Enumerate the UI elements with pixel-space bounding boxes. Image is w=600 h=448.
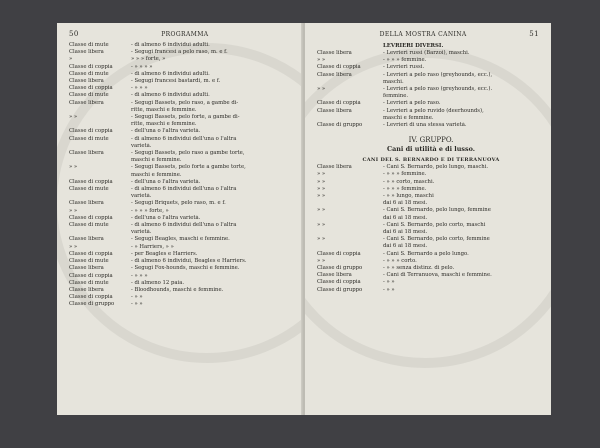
class-description: - » » senza distinz. di pelo. — [383, 265, 455, 272]
class-description: - » » » » — [131, 63, 153, 70]
class-name: » » — [317, 185, 326, 192]
class-row — [69, 265, 297, 272]
class-row — [69, 179, 297, 186]
class-description: - Cani S. Bernardo a pelo lungo. — [383, 250, 469, 257]
class-description: maschi e femmine. — [383, 114, 434, 121]
left-page — [57, 23, 303, 415]
class-description: - di almeno 6 individui adulti. — [131, 42, 210, 48]
class-row — [69, 114, 297, 121]
class-description: varietà. — [131, 142, 152, 149]
class-description: - » » — [383, 286, 395, 293]
class-row — [317, 93, 545, 100]
class-name — [69, 172, 131, 179]
class-name — [69, 121, 131, 128]
class-name — [317, 229, 383, 236]
class-name — [317, 79, 383, 86]
class-name: Classe di gruppo — [317, 265, 363, 272]
class-description: - Bloodhounds, maschi e femmine. — [131, 286, 224, 293]
class-description: varietà. — [131, 229, 152, 236]
class-description: - di almeno 6 individui adulti. — [131, 70, 210, 77]
class-row — [69, 71, 297, 78]
class-row — [69, 78, 297, 85]
class-description: - Levrieri russi (Barzoi), maschi. — [383, 50, 470, 56]
class-description: varietà. — [131, 193, 152, 200]
class-description: - » » » femmine. — [383, 185, 427, 192]
class-name — [69, 229, 131, 236]
class-description: - » » — [383, 279, 395, 286]
class-row — [69, 128, 297, 135]
class-name: Classe di gruppo — [317, 286, 363, 293]
class-name — [69, 143, 131, 150]
class-description: - » » » corto. — [383, 257, 417, 264]
right-page — [305, 23, 551, 415]
left-page-class-list — [69, 42, 297, 309]
class-description: femmine. — [383, 93, 409, 100]
class-description: - per Beagles e Harriers. — [131, 250, 198, 257]
class-row — [69, 150, 297, 157]
class-row — [69, 49, 297, 56]
class-row — [317, 171, 545, 178]
class-description: - » » » femmine. — [383, 57, 427, 64]
class-row — [69, 42, 297, 49]
class-name: Classe di coppia — [317, 250, 361, 257]
class-name: Classe libera — [317, 71, 352, 78]
class-description: - » » » — [131, 85, 148, 92]
class-row — [69, 229, 297, 236]
class-name: » » — [69, 207, 78, 214]
class-description: - dell'una o l'altra varietà. — [131, 178, 201, 185]
class-row — [317, 265, 545, 272]
class-name: » » — [69, 243, 78, 250]
class-row — [69, 208, 297, 215]
class-name: Classe di mute — [69, 42, 109, 48]
class-description: - di almeno 12 paia. — [131, 279, 185, 286]
class-name: » » — [317, 57, 326, 64]
class-row — [69, 107, 297, 114]
section-heading-row — [317, 42, 545, 50]
class-description: - » » lungo, maschi — [383, 193, 434, 200]
class-row — [317, 229, 545, 236]
class-name: Classe libera — [69, 236, 104, 243]
class-description: maschi e femmine. — [131, 157, 182, 164]
class-name: Classe di gruppo — [69, 301, 115, 308]
class-description: - Cani S. Bernardo, pelo corto, maschi — [383, 221, 486, 228]
class-row — [69, 222, 297, 229]
running-title: PROGRAMMA — [161, 30, 209, 38]
class-row — [317, 279, 545, 286]
class-row — [317, 215, 545, 222]
class-description: - Segugi Bassets, pelo raso, a gambe di- — [131, 99, 239, 106]
class-row — [69, 100, 297, 107]
class-row — [317, 258, 545, 265]
class-description: - Levrieri a pelo raso (greyhounds, ecc.). — [383, 86, 493, 93]
class-description: - Levrieri a pelo raso. — [383, 100, 441, 107]
class-description: - » » » forte, » — [131, 207, 169, 214]
class-row — [69, 143, 297, 150]
class-row — [69, 251, 297, 258]
class-row — [317, 272, 545, 279]
class-row — [317, 86, 545, 93]
class-name: Classe di coppia — [317, 64, 361, 71]
class-row — [317, 122, 545, 129]
class-row — [317, 115, 545, 122]
class-description: ritte, maschi e femmine. — [131, 121, 197, 128]
class-description: - Levrieri a pelo raso (greyhounds, ecc.), — [383, 71, 493, 78]
class-name: » » — [317, 207, 326, 214]
class-row — [317, 57, 545, 64]
class-name: Classe di coppia — [317, 100, 361, 107]
class-row — [69, 172, 297, 179]
right-page-content — [317, 42, 545, 294]
class-name: Classe libera — [69, 200, 104, 207]
class-description: - di almeno 6 individui dell'una o l'altra — [131, 186, 237, 193]
class-description: - Segugi francesi a pelo raso, m. e f. — [131, 49, 228, 56]
open-book — [57, 23, 551, 415]
class-name: Classe di mute — [69, 258, 109, 265]
class-row — [69, 136, 297, 143]
class-row — [69, 56, 297, 63]
class-name: » » — [317, 178, 326, 185]
class-row — [69, 85, 297, 92]
class-row — [317, 222, 545, 229]
class-description: - » » corto, maschi. — [383, 178, 435, 185]
class-row — [69, 287, 297, 294]
class-name: Classe libera — [69, 286, 104, 293]
class-description: - Levrieri a pelo ruvido (deerhounds), — [383, 107, 484, 114]
class-description: maschi. — [383, 78, 404, 85]
class-name: Classe di gruppo — [317, 122, 363, 129]
class-name — [317, 243, 383, 250]
class-description: - » » » — [131, 272, 148, 279]
class-row — [317, 287, 545, 294]
bernardo-class-list — [317, 164, 545, 294]
class-row — [317, 186, 545, 193]
class-description: - dell'una o l'altra varietà. — [131, 214, 201, 221]
class-name: Classe di mute — [69, 279, 109, 286]
class-description: - Segugi Fox-hounds, maschi e femmine. — [131, 265, 240, 272]
class-name: Classe di mute — [69, 92, 109, 99]
class-name: Classe libera — [317, 272, 352, 279]
group-subtitle: Cani di utilità e di lusso. — [387, 145, 475, 154]
class-row — [69, 164, 297, 171]
class-description: - Segugi Bassets, pelo forte, a gambe di- — [131, 114, 240, 121]
class-name: » » — [317, 86, 326, 93]
class-description: dai 6 ai 18 mesi. — [383, 200, 428, 207]
class-name: Classe libera — [317, 50, 352, 56]
class-description: - dell'una o l'altra varietà. — [131, 128, 201, 135]
class-name: Classe di coppia — [69, 63, 113, 70]
class-name: » — [69, 56, 73, 63]
class-description: - di almeno 6 individui dell'una o l'altra — [131, 135, 237, 142]
class-name: Classe libera — [69, 78, 104, 85]
class-row — [69, 186, 297, 193]
class-description: - di almeno 6 individui adulti. — [131, 92, 210, 99]
class-description: - » » » femmine. — [383, 171, 427, 178]
class-name: Classe di mute — [69, 135, 109, 142]
right-page-header — [317, 29, 539, 39]
class-row — [69, 92, 297, 99]
class-name: » » — [69, 114, 78, 121]
class-row — [69, 280, 297, 287]
class-row — [317, 64, 545, 71]
class-name: Classe di coppia — [69, 128, 113, 135]
class-name — [317, 93, 383, 100]
class-description: - Segugi Bassets, pelo forte a gambe torte, — [131, 164, 246, 171]
class-description: dai 6 ai 18 mesi. — [383, 243, 428, 250]
class-name: » » — [317, 193, 326, 200]
running-title: DELLA MOSTRA CANINA — [379, 30, 467, 38]
class-name: » » — [317, 171, 326, 178]
class-name: Classe libera — [69, 99, 104, 106]
class-row — [317, 108, 545, 115]
class-description: - Levrieri russi. — [383, 64, 425, 71]
class-name — [69, 107, 131, 114]
class-description: ritte, maschi e femmine. — [131, 106, 197, 113]
class-row — [317, 193, 545, 200]
class-row — [317, 50, 545, 57]
class-name: » » — [317, 236, 326, 243]
class-name: Classe libera — [317, 107, 352, 114]
class-description: - Segugi Beagles, maschi e femmine. — [131, 236, 230, 243]
class-row — [69, 236, 297, 243]
class-description: - Segugi Briquets, pelo raso, m. e f. — [131, 200, 226, 207]
class-name: Classe di coppia — [69, 294, 113, 301]
class-name — [317, 200, 383, 207]
left-page-header — [69, 29, 291, 39]
class-name — [69, 157, 131, 164]
class-description: - Segugi Bassets, pelo raso a gambe torte, — [131, 150, 245, 157]
class-description: dai 6 ai 18 mesi. — [383, 229, 428, 236]
subsection-title: CANI DEL S. BERNARDO E DI TERRANUOVA — [362, 157, 500, 164]
class-description: - » » — [131, 294, 143, 301]
class-description: - di almeno 6 individui dell'una o l'altra — [131, 222, 237, 229]
class-name: Classe di mute — [69, 186, 109, 193]
class-row — [317, 179, 545, 186]
class-name: » » — [317, 257, 326, 264]
class-row — [69, 258, 297, 265]
class-row — [317, 236, 545, 243]
class-row — [69, 244, 297, 251]
levrieri-class-list — [317, 50, 545, 129]
class-description: - » Harriers, » » — [131, 243, 174, 250]
class-description: - Cani S. Bernardo, pelo lungo, femmine — [383, 207, 491, 214]
class-name — [317, 215, 383, 222]
class-name: Classe libera — [69, 150, 104, 157]
class-description: maschi e femmine. — [131, 171, 182, 178]
class-name — [69, 193, 131, 200]
class-row — [69, 215, 297, 222]
class-row — [69, 301, 297, 308]
section-title: LEVRIERI DIVERSI. — [383, 43, 444, 49]
class-row — [317, 72, 545, 79]
class-name: » » — [317, 221, 326, 228]
class-name: Classe di coppia — [69, 250, 113, 257]
class-description: - Levrieri di una stessa varietà. — [383, 122, 467, 129]
class-row — [69, 200, 297, 207]
class-description: - » » — [131, 301, 143, 308]
class-name: Classe di coppia — [317, 279, 361, 286]
class-description: - Segugi francesi bastardi, m. e f. — [131, 78, 221, 85]
class-row — [69, 193, 297, 200]
class-row — [69, 121, 297, 128]
page-number: 50 — [69, 30, 79, 38]
class-name: Classe di coppia — [69, 272, 113, 279]
class-row — [69, 64, 297, 71]
class-name: » » — [69, 164, 78, 171]
class-name: Classe di mute — [69, 222, 109, 229]
class-row — [317, 79, 545, 86]
class-name: Classe libera — [317, 164, 352, 171]
class-name: Classe di mute — [69, 70, 109, 77]
class-description: - Cani S. Bernardo, pelo lungo, maschi. — [383, 164, 489, 171]
class-name: Classe libera — [69, 49, 104, 56]
class-name: Classe di coppia — [69, 214, 113, 221]
class-name: Classe libera — [69, 265, 104, 272]
class-name — [317, 115, 383, 122]
class-row — [317, 164, 545, 171]
class-name: Classe di coppia — [69, 85, 113, 92]
class-row — [317, 207, 545, 214]
class-row — [69, 273, 297, 280]
class-row — [317, 251, 545, 258]
class-name: Classe di coppia — [69, 178, 113, 185]
class-row — [69, 294, 297, 301]
class-description: - di almeno 6 individui, Beagles e Harriers. — [131, 258, 247, 265]
class-row — [317, 100, 545, 107]
class-description: - Cani S. Bernardo, pelo corto, femmine — [383, 236, 490, 243]
class-description: » » » forte, » — [131, 56, 166, 63]
class-row — [317, 243, 545, 250]
page-number: 51 — [529, 30, 539, 38]
group-title: IV. GRUPPO. — [408, 136, 454, 145]
class-description: - Cani di Terranuova, maschi e femmine. — [383, 272, 492, 279]
class-row — [69, 157, 297, 164]
class-description: dai 6 ai 18 mesi. — [383, 214, 428, 221]
class-row — [317, 200, 545, 207]
